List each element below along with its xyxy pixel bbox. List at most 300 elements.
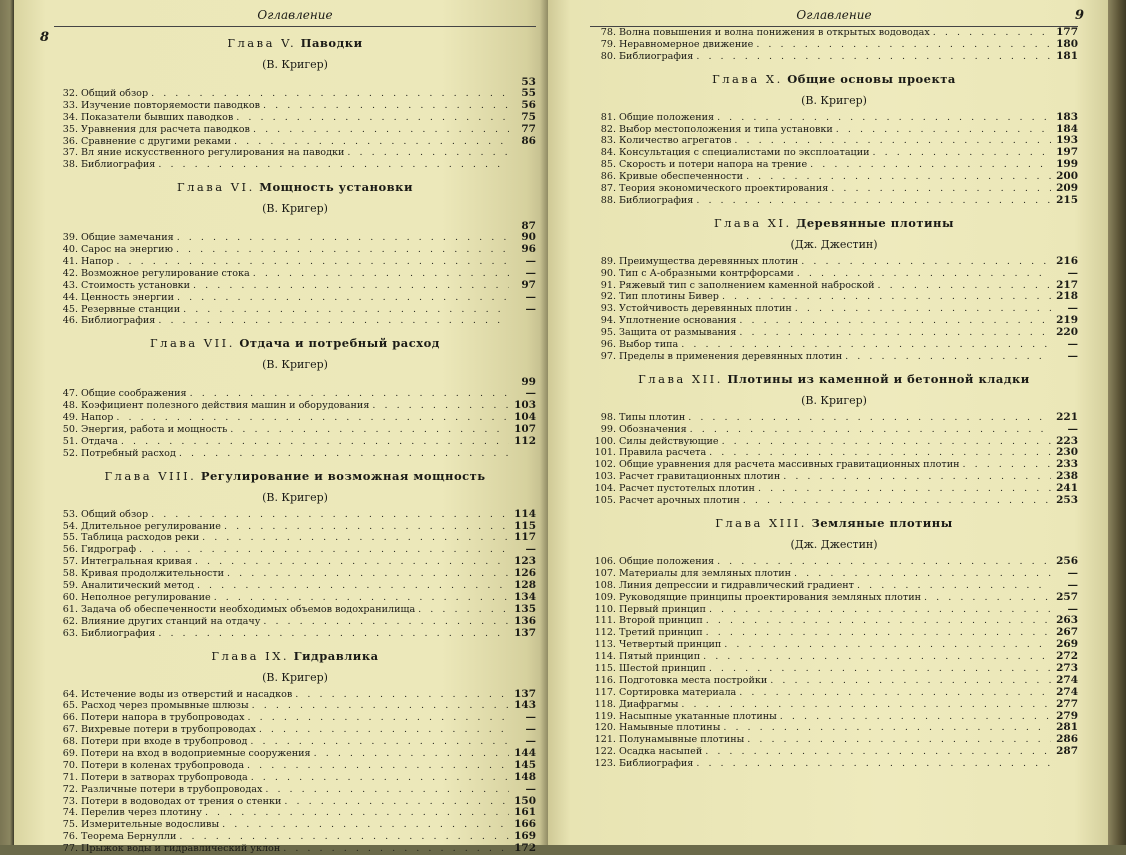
toc-entry-number: 56. [62,544,78,556]
toc-entry-page: 136 [514,615,536,627]
toc-entry-title: Изучение повторяемости паводков [81,99,261,111]
toc-entry-number: 102. [594,459,616,471]
toc-entry-title: Правила расчета [619,447,707,459]
toc-entry-title: Четвертый принцип [619,639,722,651]
toc-entry-page: 197 [1056,147,1078,159]
toc-entry-number: 53. [62,508,78,520]
toc-leader-dots [248,712,509,724]
toc-entry-page: 184 [1056,123,1078,135]
toc-entry-number: 32. [62,88,78,99]
toc-entry-page: 169 [514,831,536,843]
toc-leader-dots [924,592,1051,604]
toc-entry-number: 67. [62,724,78,736]
toc-entry [590,51,1078,63]
toc-entry-title: Полунамывные плотины [619,734,745,746]
chapter-heading [590,216,1078,230]
toc-entry-title: Вихревые потери в трубопроводах [81,724,256,736]
toc-entry-number: 45. [62,303,78,315]
toc-entry-number: 109. [594,591,616,603]
toc-entry-page: 180 [1056,38,1078,50]
toc-entry-title: Потери при входе в трубопровод [81,736,248,748]
toc-entry-number: 58. [62,568,78,580]
toc-entry-number: 50. [62,424,78,436]
chapter-title: Общие основы проекта [787,71,956,86]
toc-entry-title: Общие уравнения для расчета массивных гравитационных плотин [619,459,960,471]
toc-leader-dots [372,400,509,412]
toc-entry-number: 88. [600,194,616,206]
toc-entry-title: Библиография [619,758,694,770]
toc-entry-page: — [1067,339,1078,351]
toc-entry-number: 55. [62,532,78,544]
toc-entry-number: 39. [62,232,78,244]
toc-entry-number: 81. [600,111,616,123]
toc-entry-title: Потери на вход в водоприемные сооружения [81,747,311,759]
toc-leader-dots [857,580,1051,592]
toc-entry [590,663,1078,675]
toc-entry-title: Кривые обеспеченности [619,171,744,183]
toc-entry-number: 92. [600,291,616,303]
toc-leader-dots [696,758,1051,770]
chapter-label: Глава XII. [638,371,723,386]
toc-entry-title: Возможное регулирование стока [81,267,250,279]
toc-entry [54,772,536,784]
toc-entry-page: — [525,783,536,795]
toc-entry [590,459,1078,471]
toc-entry-page: 55 [521,88,536,99]
toc-entry [590,147,1078,159]
toc-entry-page: 183 [1056,111,1078,123]
toc-entry-page: 56 [521,99,536,111]
toc-entry-number: 64. [62,688,78,700]
toc-leader-dots [177,232,509,244]
toc-entry-title: Силы действующие [619,435,719,447]
toc-leader-dots [690,424,1051,436]
toc-entry-number: 115. [594,662,616,674]
toc-leader-dots [831,183,1051,195]
toc-leader-dots [183,304,509,316]
toc-entry-page: 269 [1056,639,1078,651]
toc-leader-dots [878,280,1051,292]
toc-entry [590,758,1078,770]
toc-leader-dots [263,616,509,628]
chapter-entries [54,232,536,327]
toc-leader-dots [696,195,1051,207]
toc-leader-dots [723,722,1051,734]
toc-entry-title: Волна повышения и волна понижения в открытых водоводах [619,27,930,38]
toc-entry [54,532,536,544]
chapter-title: Гидравлика [293,648,379,663]
toc-entry-title: Первый принцип [619,603,706,615]
toc-entry-number: 119. [594,710,616,722]
toc-entry-page: — [1067,567,1078,579]
toc-entry-number: 46. [62,315,78,327]
chapter-author: (Дж. Джестин) [790,537,878,551]
toc-entry-title: Библиография [81,627,156,639]
toc-entry [590,556,1078,568]
chapter-entries [54,689,536,855]
toc-entry-number: 108. [594,579,616,591]
toc-entry-title: Различные потери в трубопроводах [81,783,263,795]
toc-leader-dots [758,483,1051,495]
toc-entry-number: 70. [62,759,78,771]
toc-leader-dots [347,147,509,159]
toc-entry-title: Коэфициент полезного действия машин и оборудования [81,400,370,412]
toc-leader-dots [747,734,1051,746]
toc-entry [54,819,536,831]
toc-entry-page: 96 [521,244,536,256]
toc-leader-dots [197,580,509,592]
toc-entry-number: 96. [600,339,616,351]
chapter-heading [54,336,536,350]
toc-entry-title: Интегральная кривая [81,556,192,568]
toc-leader-dots [190,388,509,400]
toc-leader-dots [709,663,1051,675]
toc-entry-number: 52. [62,447,78,459]
toc-entry-page: 75 [521,111,536,123]
toc-entry-title: Отдача [81,435,118,447]
toc-entry-title: Устойчивость деревянных плотин [619,303,792,315]
toc-leader-dots [116,412,509,424]
chapter-label: Глава VI. [176,180,255,195]
toc-entry-title: Перелив через плотину [81,807,202,819]
toc-entry-title: Потери напора в трубопроводах [81,712,245,724]
chapter-author: (В. Кригер) [262,670,328,684]
toc-entry-title: Уравнения для расчета паводков [81,123,250,135]
toc-leader-dots [681,699,1051,711]
toc-leader-dots [756,39,1051,51]
toc-entry [54,244,536,256]
chapter-heading [54,180,536,194]
toc-leader-dots [706,615,1051,627]
toc-entry-title: Влияние других станций на отдачу [81,615,261,627]
toc-entry [590,303,1078,315]
toc-entry-title: Пределы в применения деревянных плотин [619,350,843,362]
toc-entry-number: 48. [62,400,78,412]
toc-entry [590,268,1078,280]
chapter-title: Мощность установки [259,180,413,195]
toc-leader-dots [801,256,1051,268]
toc-entry-page: — [525,712,536,724]
toc-entry [590,639,1078,651]
left-running-head-title: Оглавление [257,8,333,22]
toc-entry [54,521,536,533]
toc-entry [590,483,1078,495]
toc-entry [54,807,536,819]
toc-entry-page: — [525,303,536,315]
toc-entry [590,124,1078,136]
toc-leader-dots [780,711,1051,723]
toc-entry-number: 74. [62,807,78,819]
toc-entry-number: 122. [594,746,616,758]
toc-entry [54,256,536,268]
toc-entry-number: 71. [62,771,78,783]
toc-entry-number: 100. [594,435,616,447]
toc-leader-dots [151,88,509,100]
toc-entry [54,712,536,724]
toc-leader-dots [845,351,1051,363]
toc-entry-page: 221 [1056,411,1078,423]
toc-entry-title: Общий обзор [81,88,149,99]
toc-entry-number: 51. [62,435,78,447]
toc-entry-page: 267 [1056,627,1078,639]
toc-entry-page: 86 [521,135,536,147]
toc-entry-page: 134 [514,591,536,603]
toc-entry [54,304,536,316]
toc-leader-dots [703,651,1051,663]
toc-entry-page: 112 [514,435,536,447]
toc-entry-title: Общие положения [619,111,715,123]
toc-leader-dots [222,819,509,831]
toc-leader-dots [227,568,509,580]
toc-entry-title: Гидрограф [81,544,136,556]
toc-entry [54,388,536,400]
toc-entry-title: Потери в водоводах от трения о стенки [81,795,282,807]
toc-entry [590,256,1078,268]
toc-leader-dots [783,471,1051,483]
chapter-heading [590,72,1078,86]
toc-leader-dots [265,784,509,796]
toc-entry-page: 199 [1056,159,1078,171]
toc-entry [590,687,1078,699]
chapter-title: Деревянные плотины [796,215,955,230]
toc-leader-dots [810,159,1051,171]
toc-entry [54,760,536,772]
toc-entry-page: — [525,544,536,556]
toc-entry-title: Защита от размывания [619,327,737,339]
toc-entry-number: 54. [62,520,78,532]
toc-leader-dots [250,736,509,748]
toc-leader-dots [314,748,509,760]
toc-entry-number: 111. [594,615,616,627]
toc-entry-number: 62. [62,615,78,627]
toc-entry-number: 66. [62,712,78,724]
toc-entry-title: Общие положения [619,555,715,567]
chapter-author: (Дж. Джестин) [790,237,878,251]
toc-entry-title: Намывные плотины [619,722,721,734]
toc-entry-title: Резервные станции [81,303,181,315]
toc-entry-title: Библиография [619,50,694,62]
toc-entry-number: 103. [594,471,616,483]
toc-leader-dots [722,291,1051,303]
toc-leader-dots [706,627,1051,639]
toc-entry [54,568,536,580]
toc-entry-page: 217 [1056,279,1078,291]
toc-entry [54,544,536,556]
toc-entry-page: 145 [514,759,536,771]
toc-entry [54,748,536,760]
toc-entry [590,580,1078,592]
toc-entry-number: 43. [62,279,78,291]
toc-entry-number: 116. [594,674,616,686]
toc-entry-number: 94. [600,315,616,327]
toc-entry-number: 110. [594,603,616,615]
toc-leader-dots [176,244,509,256]
toc-entry-title: Сравнение с другими реками [81,135,232,147]
toc-entry-number: 78. [600,27,616,38]
toc-entry-page: — [1067,350,1078,362]
toc-entry-title: Третий принцип [619,627,703,639]
toc-leader-dots [933,27,1051,39]
toc-entry [54,628,536,640]
chapter-lead-page-row [54,376,536,388]
chapter-heading [54,469,536,483]
toc-entry-title: Таблица расходов реки [81,532,200,544]
chapter-author: (В. Кригер) [262,490,328,504]
toc-entry-number: 123. [594,758,616,770]
toc-entry-number: 105. [594,495,616,507]
right-top-entries [590,27,1078,63]
toc-entry-title: Расчет пустотелых плотин [619,483,755,495]
toc-entry [590,447,1078,459]
right-running-head-title: Оглавление [796,8,872,22]
toc-entry-title: Ряжевый тип с заполнением каменной наброской [619,279,875,291]
toc-entry [54,424,536,436]
chapter-label: Глава IX. [211,648,290,663]
toc-entry-title: Кривая продолжительности [81,568,225,580]
toc-entry-page: 172 [514,843,536,855]
toc-leader-dots [234,136,509,148]
chapter-title: Плотины из каменной и бетонной кладки [727,371,1030,386]
toc-entry [590,568,1078,580]
toc-entry-page: 219 [1056,315,1078,327]
toc-entry-page: 281 [1056,722,1078,734]
toc-entry-title: Шестой принцип [619,662,706,674]
toc-leader-dots [121,436,509,448]
toc-entry-page: 90 [521,232,536,244]
toc-entry [590,327,1078,339]
chapter-heading [590,516,1078,530]
toc-entry-number: 113. [594,639,616,651]
toc-entry-title: Потери в коленах трубопровода [81,759,245,771]
toc-entry-title: Общие замечания [81,232,174,244]
chapter-label: Глава X. [712,71,783,86]
toc-entry-page: — [1067,579,1078,591]
toc-entry-title: Аналитический метод [81,580,194,592]
toc-entry [590,627,1078,639]
toc-entry-number: 42. [62,267,78,279]
chapter-heading [590,372,1078,386]
right-running-head [590,4,1084,27]
toc-entry-page: 126 [514,568,536,580]
toc-leader-dots [836,124,1051,136]
toc-leader-dots [202,532,509,544]
toc-entry-title: Осадка насыпей [619,746,703,758]
chapter-author: (В. Кригер) [262,358,328,372]
toc-entry-number: 101. [594,447,616,459]
toc-entry-number: 86. [600,171,616,183]
toc-leader-dots [418,604,509,616]
chapter-author: (В. Кригер) [262,58,328,71]
toc-leader-dots [205,807,509,819]
chapter-label: Глава XIII. [715,515,807,530]
toc-entry-page: 274 [1056,686,1078,698]
toc-entry-title: Общий обзор [81,508,149,520]
toc-entry-number: 120. [594,722,616,734]
toc-entry [54,700,536,712]
toc-entry-page: 274 [1056,674,1078,686]
spacer [54,76,512,88]
toc-entry-page: — [525,388,536,400]
toc-leader-dots [179,831,509,843]
toc-leader-dots [794,568,1051,580]
left-chapters [54,36,536,855]
toc-entry [54,831,536,843]
toc-entry-number: 104. [594,483,616,495]
toc-entry-page: 263 [1056,615,1078,627]
toc-entry-page: 277 [1056,698,1078,710]
toc-entry-number: 121. [594,734,616,746]
toc-entry-page: 253 [1056,495,1078,507]
toc-entry-title: Сортировка материала [619,686,737,698]
toc-entry-page: 128 [514,580,536,592]
toc-entry-title: Расчет гравитационных плотин [619,471,781,483]
toc-entry-number: 85. [600,159,616,171]
toc-entry [54,448,536,460]
toc-entry-title: Библиография [81,159,156,171]
toc-entry-number: 83. [600,135,616,147]
toc-entry [590,280,1078,292]
book-edge [1108,0,1126,845]
chapter-heading [54,649,536,663]
toc-entry-number: 68. [62,736,78,748]
toc-entry-page: 193 [1056,135,1078,147]
toc-entry-page: 114 [514,508,536,520]
toc-entry-page: — [1067,303,1078,315]
toc-entry-page: — [1067,267,1078,279]
toc-entry-title: Расход через промывные шлюзы [81,700,249,712]
toc-leader-dots [722,436,1051,448]
toc-entry [54,124,536,136]
toc-entry-page: 137 [514,688,536,700]
chapter-label: Глава XI. [713,215,792,230]
toc-entry-title: Подготовка места постройки [619,674,768,686]
toc-entry [54,796,536,808]
toc-leader-dots [247,760,509,772]
toc-entry-title: Энергия, работа и мощность [81,424,228,436]
toc-entry-page: 273 [1056,662,1078,674]
toc-entry-number: 89. [600,255,616,267]
toc-entry [54,136,536,148]
left-page-number: 8 [40,30,50,45]
toc-entry-page: — [525,291,536,303]
toc-entry [590,135,1078,147]
toc-entry [590,471,1078,483]
toc-entry [54,315,536,327]
toc-entry [590,651,1078,663]
toc-entry-page: 257 [1056,591,1078,603]
toc-entry-page: 215 [1056,194,1078,206]
toc-leader-dots [224,521,509,533]
toc-entry-page: 233 [1056,459,1078,471]
toc-entry-page: 144 [514,747,536,759]
chapter-entries [54,509,536,640]
toc-entry-page: 135 [514,603,536,615]
toc-entry [590,195,1078,207]
toc-entry-title: Второй принцип [619,615,703,627]
toc-leader-dots [797,268,1051,280]
toc-entry [590,424,1078,436]
toc-entry-number: 118. [594,698,616,710]
toc-entry [590,171,1078,183]
toc-entry-title: Напор [81,412,114,424]
toc-entry-number: 47. [62,388,78,400]
chapter-entries [590,412,1078,507]
toc-entry-number: 77. [62,843,78,855]
toc-leader-dots [739,687,1051,699]
toc-entry-page: — [525,736,536,748]
chapter-author: (В. Кригер) [801,393,867,407]
toc-entry [54,509,536,521]
